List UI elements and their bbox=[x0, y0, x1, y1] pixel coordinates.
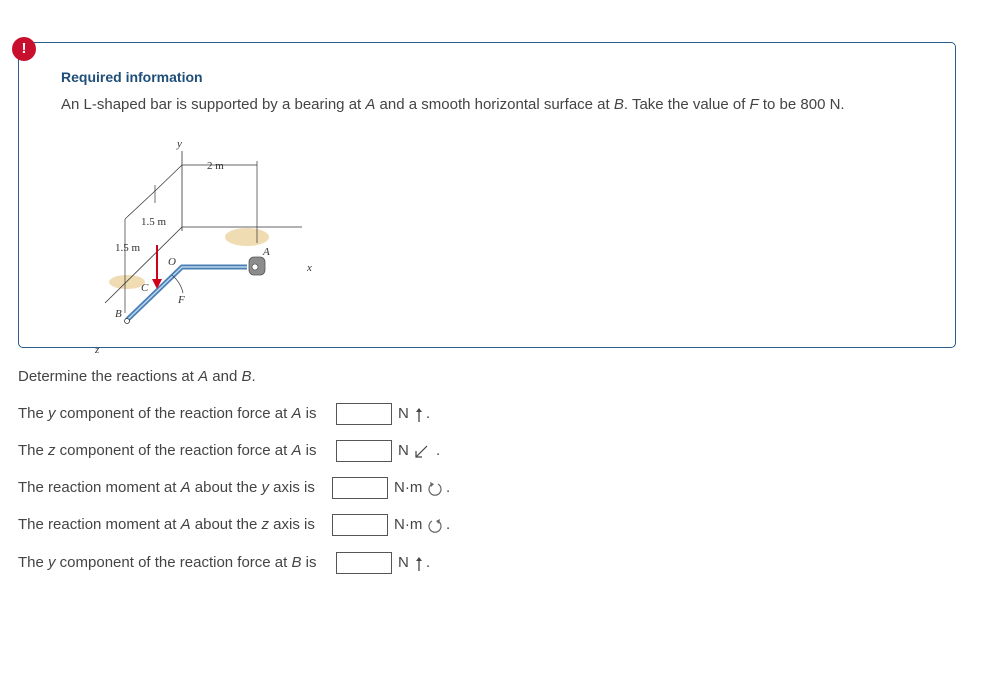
info-title: Required information bbox=[61, 69, 203, 85]
info-text-part: . Take the value of bbox=[623, 96, 750, 113]
info-text-part: An L-shaped bar is supported by a bearing at bbox=[61, 96, 366, 113]
az-input[interactable] bbox=[336, 440, 392, 462]
diagonal-arrow-icon bbox=[412, 443, 430, 461]
required-information-panel bbox=[18, 42, 956, 356]
bearing-a-hole bbox=[252, 264, 258, 270]
rotate-cw-icon bbox=[426, 517, 444, 535]
info-text-var-f: F bbox=[749, 96, 759, 113]
period: . bbox=[426, 405, 431, 422]
period: . bbox=[446, 516, 451, 533]
info-text bbox=[61, 96, 845, 113]
mz-input[interactable] bbox=[332, 514, 388, 536]
question-text: and bbox=[208, 368, 242, 385]
answer-label: The reaction moment at A about the y axis is bbox=[18, 479, 315, 496]
info-text-part: to be 800 N. bbox=[758, 96, 845, 113]
question-var-a: A bbox=[198, 368, 209, 385]
answer-label: The z component of the reaction force at A is bbox=[18, 442, 317, 459]
label-o: O bbox=[168, 256, 176, 268]
info-text-var-a: A bbox=[365, 96, 376, 113]
label-y: y bbox=[177, 138, 182, 150]
point-b bbox=[125, 319, 130, 324]
unit-label: N·m bbox=[394, 479, 423, 496]
label-1.5m-top: 1.5 m bbox=[141, 216, 167, 228]
label-f: F bbox=[178, 294, 185, 306]
label-2m: 2 m bbox=[207, 160, 224, 172]
question-text: Determine the reactions at bbox=[18, 368, 199, 385]
period: . bbox=[426, 554, 431, 571]
question-prompt bbox=[18, 368, 256, 385]
unit-label: N bbox=[398, 554, 409, 571]
support-surface-b bbox=[109, 275, 145, 289]
question-text: . bbox=[251, 368, 256, 385]
alert-icon: ! bbox=[12, 37, 36, 61]
l-shaped-bar-figure bbox=[77, 133, 347, 356]
unit-label: N·m bbox=[394, 516, 423, 533]
label-a: A bbox=[263, 246, 270, 258]
unit-label: N bbox=[398, 405, 409, 422]
by-input[interactable] bbox=[336, 552, 392, 574]
dim-line-1.5m-top bbox=[155, 165, 182, 191]
period: . bbox=[436, 442, 441, 459]
answer-label: The y component of the reaction force at B is bbox=[18, 554, 317, 571]
my-input[interactable] bbox=[332, 477, 388, 499]
label-b: B bbox=[115, 308, 122, 320]
label-x: x bbox=[307, 262, 312, 274]
answer-label: The y component of the reaction force at A is bbox=[18, 405, 317, 422]
label-1.5m-left: 1.5 m bbox=[115, 242, 141, 254]
label-z: z bbox=[95, 344, 100, 356]
dim-line-1.5m-left bbox=[125, 191, 155, 219]
rotate-ccw-icon bbox=[426, 480, 444, 498]
info-text-part: and a smooth horizontal surface at bbox=[375, 96, 614, 113]
period: . bbox=[446, 479, 451, 496]
label-c: C bbox=[141, 282, 149, 294]
info-text-var-b: B bbox=[613, 96, 624, 113]
answer-label: The reaction moment at A about the z axis is bbox=[18, 516, 315, 533]
ay-input[interactable] bbox=[336, 403, 392, 425]
unit-label: N bbox=[398, 442, 409, 459]
support-surface-a bbox=[225, 228, 269, 246]
question-var-b: B bbox=[241, 368, 252, 385]
